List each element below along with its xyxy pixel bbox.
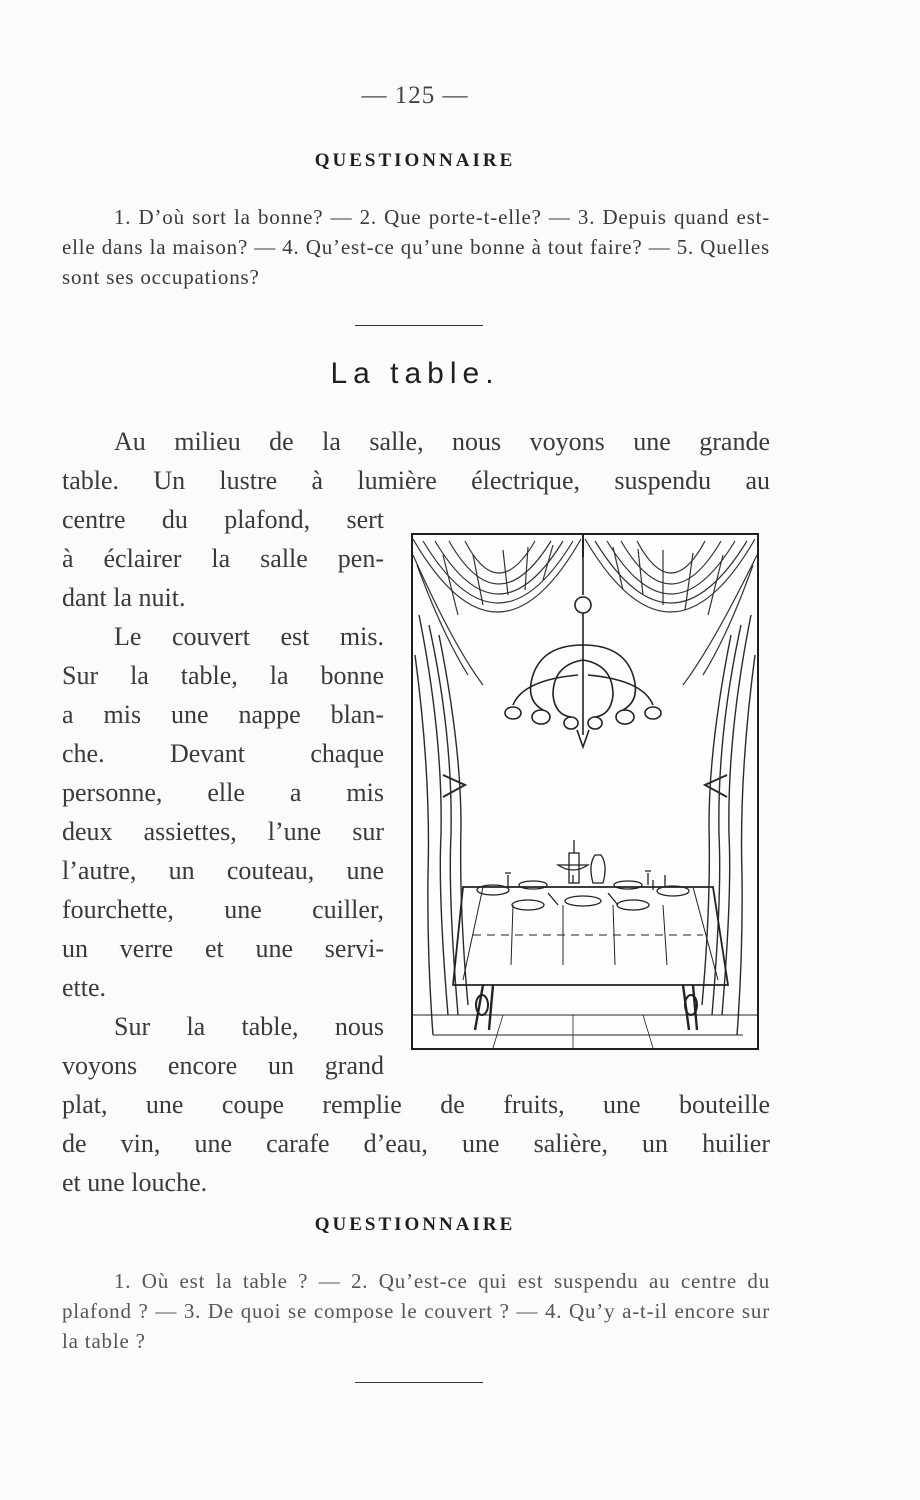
text-line: de vin, une carafe d’eau, une salière, un huilier — [62, 1129, 770, 1158]
text-line: l’autre, un couteau, une — [62, 856, 384, 885]
text-line: voyons encore un grand — [62, 1051, 384, 1080]
text-line: et une louche. — [62, 1168, 208, 1197]
lesson-title: La table. — [330, 357, 500, 390]
dining-table-illustration — [411, 533, 759, 1050]
questionnaire-heading: QUESTIONNAIRE — [314, 1214, 516, 1235]
engraving-svg — [413, 535, 757, 1048]
bottom-divider — [355, 1382, 483, 1383]
questionnaire-text — [62, 202, 770, 292]
text-line: Au milieu de la salle, nous voyons une grande — [114, 427, 770, 456]
section-divider — [355, 325, 483, 326]
text-line: Sur la table, la bonne — [62, 661, 384, 690]
text-line: deux assiettes, l’une sur — [62, 817, 384, 846]
text-line: a mis une nappe blan- — [62, 700, 384, 729]
text-line: che. Devant chaque — [62, 739, 384, 768]
text-line: centre du plafond, sert — [62, 505, 384, 534]
text-line: plat, une coupe remplie de fruits, une bouteille — [62, 1090, 770, 1119]
text-line: table. Un lustre à lumière électrique, suspendu au — [62, 466, 770, 495]
text-line: Le couvert est mis. — [114, 622, 384, 651]
page-number: — 125 — — [361, 82, 469, 109]
text-line: dant la nuit. — [62, 583, 186, 612]
text-line: personne, elle a mis — [62, 778, 384, 807]
text-line: à éclairer la salle pen- — [62, 544, 384, 573]
text-line: un verre et une servi- — [62, 934, 384, 963]
questionnaire-text — [62, 1266, 770, 1356]
questionnaire-paragraph: 1. D’où sort la bonne? — 2. Que porte-t-elle? — 3. Depuis quand est-elle dans la maison? — 4. Qu’est-ce qu’une bonne à tout faire? — 5. Quelles sont ses occupations? — [62, 205, 770, 289]
text-line: fourchette, une cuiller, — [62, 895, 384, 924]
questionnaire-heading: QUESTIONNAIRE — [314, 150, 516, 171]
text-line: Sur la table, nous — [114, 1012, 384, 1041]
text-line: ette. — [62, 973, 107, 1002]
questionnaire-paragraph: 1. Où est la table ? — 2. Qu’est-ce qui est suspendu au centre du plafond ? — 3. De quoi se compose le couvert ? — 4. Qu’y a-t-il encore sur la table ? — [62, 1269, 770, 1353]
